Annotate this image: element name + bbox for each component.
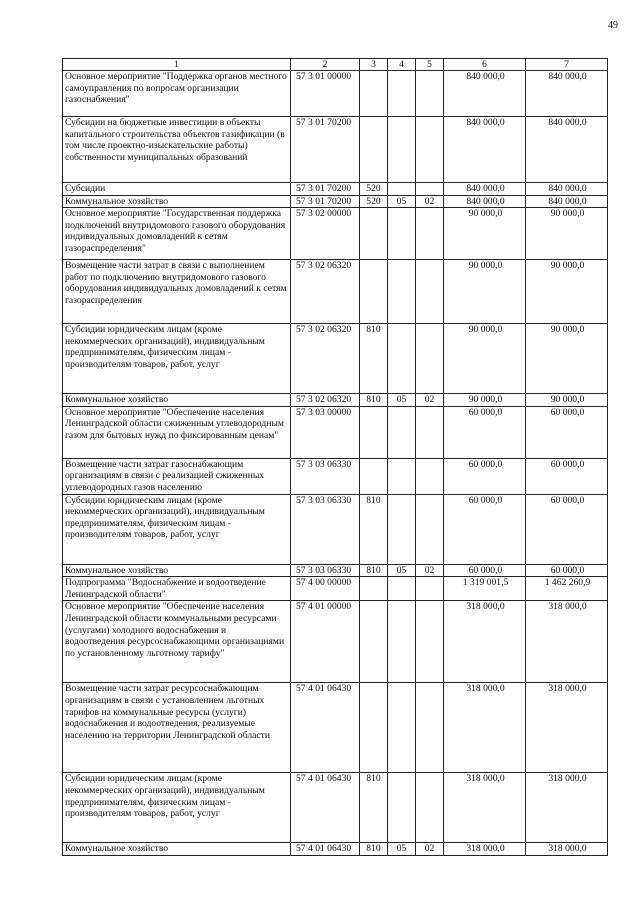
row-amount-1: 318 000,0 (444, 601, 526, 683)
row-name: Коммунальное хозяйство (63, 394, 291, 407)
row-amount-2: 840 000,0 (526, 117, 608, 183)
row-expense-type: 810 (360, 564, 388, 577)
row-amount-2: 90 000,0 (526, 208, 608, 260)
table-header-row (63, 59, 608, 71)
row-subsection (416, 183, 444, 196)
row-section (388, 494, 416, 564)
row-amount-1: 90 000,0 (444, 208, 526, 260)
row-expense-type: 810 (360, 773, 388, 843)
row-code: 57 3 01 00000 (291, 71, 360, 117)
row-amount-1: 90 000,0 (444, 260, 526, 324)
row-section (388, 683, 416, 773)
row-code: 57 3 01 70200 (291, 183, 360, 196)
row-amount-1: 840 000,0 (444, 183, 526, 196)
row-subsection (416, 117, 444, 183)
row-amount-1: 318 000,0 (444, 773, 526, 843)
column-header: 3 (360, 59, 388, 71)
row-section (388, 577, 416, 601)
row-amount-2: 840 000,0 (526, 71, 608, 117)
table-row (63, 843, 608, 856)
row-amount-1: 318 000,0 (444, 683, 526, 773)
row-expense-type (360, 260, 388, 324)
row-amount-2: 60 000,0 (526, 494, 608, 564)
row-subsection (416, 71, 444, 117)
row-amount-1: 60 000,0 (444, 494, 526, 564)
row-code: 57 3 03 00000 (291, 406, 360, 458)
row-amount-2: 318 000,0 (526, 601, 608, 683)
table-row (63, 494, 608, 564)
row-name: Субсидии (63, 183, 291, 196)
row-code: 57 4 01 00000 (291, 601, 360, 683)
row-amount-2: 840 000,0 (526, 183, 608, 196)
row-expense-type: 520 (360, 195, 388, 208)
row-expense-type (360, 458, 388, 494)
table-row (63, 458, 608, 494)
row-expense-type: 810 (360, 324, 388, 394)
row-section (388, 773, 416, 843)
row-amount-2: 90 000,0 (526, 394, 608, 407)
row-name: Основное мероприятие "Обеспечение населения Ленинградской области сжиженным углеводородным газом для бытовых нужд по фиксированным ценам" (63, 406, 291, 458)
row-section (388, 260, 416, 324)
row-amount-2: 318 000,0 (526, 683, 608, 773)
row-expense-type: 810 (360, 394, 388, 407)
row-expense-type (360, 208, 388, 260)
row-amount-2: 90 000,0 (526, 324, 608, 394)
row-code: 57 3 02 06320 (291, 260, 360, 324)
row-amount-1: 60 000,0 (444, 458, 526, 494)
table-row (63, 195, 608, 208)
row-expense-type (360, 406, 388, 458)
row-name: Возмещение части затрат газоснабжающим организациям в связи с реализацией сжиженных углеводородных газов населению (63, 458, 291, 494)
row-name: Коммунальное хозяйство (63, 843, 291, 856)
row-section: 05 (388, 843, 416, 856)
row-section (388, 208, 416, 260)
row-name: Коммунальное хозяйство (63, 564, 291, 577)
table-row (63, 71, 608, 117)
row-expense-type: 520 (360, 183, 388, 196)
row-subsection (416, 406, 444, 458)
row-subsection (416, 458, 444, 494)
row-amount-1: 90 000,0 (444, 324, 526, 394)
row-section: 05 (388, 564, 416, 577)
column-header: 4 (388, 59, 416, 71)
row-code: 57 3 03 06330 (291, 458, 360, 494)
row-subsection: 02 (416, 564, 444, 577)
row-section (388, 601, 416, 683)
row-section (388, 324, 416, 394)
table-row (63, 324, 608, 394)
row-name: Основное мероприятие "Государственная поддержка подключений внутридомового газового оборудования индивидуальных домовладений к сетям газораспределения" (63, 208, 291, 260)
row-expense-type (360, 117, 388, 183)
table-row (63, 773, 608, 843)
row-code: 57 4 00 00000 (291, 577, 360, 601)
table-row (63, 577, 608, 601)
row-expense-type (360, 601, 388, 683)
column-header: 5 (416, 59, 444, 71)
row-amount-2: 60 000,0 (526, 564, 608, 577)
table-row (63, 208, 608, 260)
row-code: 57 3 02 06320 (291, 324, 360, 394)
row-subsection (416, 683, 444, 773)
row-amount-2: 60 000,0 (526, 458, 608, 494)
row-section: 05 (388, 394, 416, 407)
row-section (388, 458, 416, 494)
row-name: Возмещение части затрат в связи с выполнением работ по подключению внутридомового газового оборудования индивидуальных домовладений к сетям газораспределения (63, 260, 291, 324)
table-row (63, 683, 608, 773)
table-row (63, 394, 608, 407)
row-amount-1: 60 000,0 (444, 406, 526, 458)
row-amount-2: 318 000,0 (526, 773, 608, 843)
row-subsection: 02 (416, 394, 444, 407)
row-section (388, 406, 416, 458)
table-row (63, 117, 608, 183)
row-amount-1: 318 000,0 (444, 843, 526, 856)
row-amount-2: 1 462 260,9 (526, 577, 608, 601)
row-name: Субсидии на бюджетные инвестиции в объекты капитального строительства объектов газификации (в том числе проектно-изыскательские работы) собственности муниципальных образований (63, 117, 291, 183)
row-code: 57 3 01 70200 (291, 195, 360, 208)
table-row (63, 406, 608, 458)
row-amount-1: 840 000,0 (444, 195, 526, 208)
row-section (388, 183, 416, 196)
row-amount-1: 840 000,0 (444, 117, 526, 183)
row-code: 57 3 03 06330 (291, 564, 360, 577)
row-section (388, 117, 416, 183)
column-header: 2 (291, 59, 360, 71)
row-expense-type: 810 (360, 494, 388, 564)
row-code: 57 3 03 06330 (291, 494, 360, 564)
row-amount-2: 318 000,0 (526, 843, 608, 856)
row-name: Коммунальное хозяйство (63, 195, 291, 208)
table-row (63, 260, 608, 324)
row-amount-1: 840 000,0 (444, 71, 526, 117)
row-subsection (416, 494, 444, 564)
row-subsection (416, 601, 444, 683)
row-subsection (416, 577, 444, 601)
page-number: 49 (608, 20, 618, 31)
row-expense-type (360, 577, 388, 601)
column-header: 6 (444, 59, 526, 71)
row-amount-1: 1 319 001,5 (444, 577, 526, 601)
row-code: 57 4 01 06430 (291, 683, 360, 773)
row-section (388, 71, 416, 117)
row-subsection (416, 773, 444, 843)
table-row (63, 601, 608, 683)
row-subsection: 02 (416, 843, 444, 856)
table-row (63, 564, 608, 577)
table-row (63, 183, 608, 196)
row-code: 57 3 01 70200 (291, 117, 360, 183)
row-expense-type (360, 683, 388, 773)
row-subsection (416, 260, 444, 324)
row-code: 57 4 01 06430 (291, 773, 360, 843)
row-amount-2: 60 000,0 (526, 406, 608, 458)
row-section: 05 (388, 195, 416, 208)
row-name: Подпрограмма "Водоснабжение и водоотведение Ленинградской области" (63, 577, 291, 601)
row-amount-2: 90 000,0 (526, 260, 608, 324)
row-name: Основное мероприятие "Обеспечение населения Ленинградской области коммунальными ресурсами (услугами) холодного водоснабжения и водоотведения ресурсоснабжающими организациями по установленному льготному тарифу" (63, 601, 291, 683)
row-amount-1: 90 000,0 (444, 394, 526, 407)
column-header: 7 (526, 59, 608, 71)
row-subsection (416, 208, 444, 260)
row-name: Возмещение части затрат ресурсоснабжающим организациям в связи с установлением льготных тарифов на коммунальные ресурсы (услуги) водоснабжения и водоотведения, реализуемые населению на территории Ленинградской области (63, 683, 291, 773)
row-name: Субсидии юридическим лицам (кроме некоммерческих организаций), индивидуальным предпринимателям, физическим лицам - производителям товаров, работ, услуг (63, 773, 291, 843)
row-code: 57 4 01 06430 (291, 843, 360, 856)
row-name: Основное мероприятие "Поддержка органов местного самоуправления по вопросам организации газоснабжения" (63, 71, 291, 117)
row-amount-1: 60 000,0 (444, 564, 526, 577)
row-code: 57 3 02 06320 (291, 394, 360, 407)
column-header: 1 (63, 59, 291, 71)
row-amount-2: 840 000,0 (526, 195, 608, 208)
row-expense-type (360, 71, 388, 117)
row-subsection (416, 324, 444, 394)
row-code: 57 3 02 00000 (291, 208, 360, 260)
row-name: Субсидии юридическим лицам (кроме некоммерческих организаций), индивидуальным предпринимателям, физическим лицам - производителям товаров, работ, услуг (63, 324, 291, 394)
row-expense-type: 810 (360, 843, 388, 856)
budget-table (62, 58, 608, 856)
row-name: Субсидии юридическим лицам (кроме некоммерческих организаций), индивидуальным предпринимателям, физическим лицам - производителям товаров, работ, услуг (63, 494, 291, 564)
row-subsection: 02 (416, 195, 444, 208)
